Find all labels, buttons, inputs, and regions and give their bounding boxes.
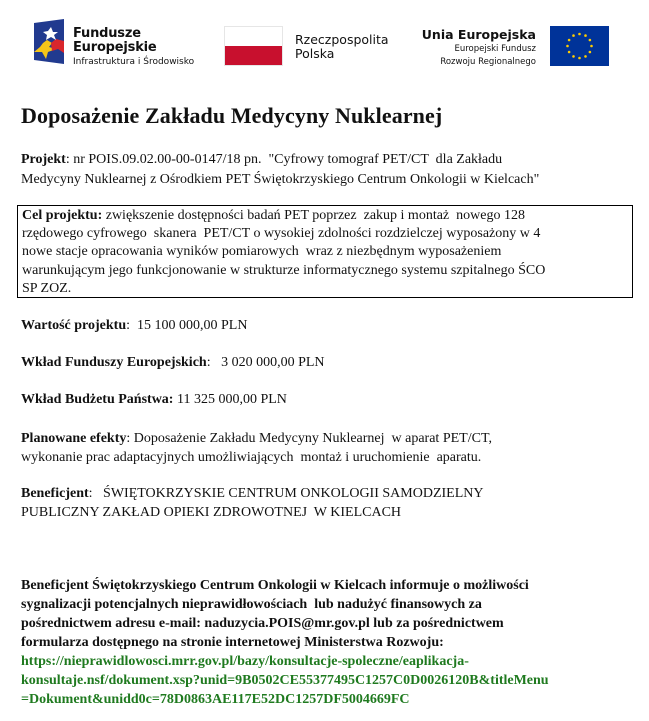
project-goal-box (17, 205, 633, 298)
beneficiary-label: Beneficjent (21, 486, 89, 501)
goal-line4: warunkującym jego funkcjonowanie w strukturze informatycznego systemu szpitalnego ŚCO (22, 262, 546, 278)
project-paragraph (21, 150, 641, 190)
project-text-line1: : nr POIS.09.02.00-00-0147/18 pn. "Cyfrowy tomograf PET/CT dla Zakładu (65, 152, 503, 167)
fe-line2: Europejskie (73, 40, 157, 55)
fundusze-europejskie-text (73, 27, 194, 68)
state-contribution-label: Wkład Budżetu Państwa: (21, 392, 174, 407)
beneficiary-line1: : ŚWIĘTOKRZYSKIE CENTRUM ONKOLOGII SAMODZIELNY (88, 486, 484, 501)
link-line1[interactable]: https://nieprawidlowosci.mrr.gov.pl/bazy/konsultacje-spoleczne/eaplikacja- (21, 654, 469, 669)
eu-contribution (21, 353, 641, 373)
state-contribution-text: 11 325 000,00 PLN (173, 392, 287, 407)
eu-star-icon (578, 33, 581, 36)
pl-line1: Rzeczpospolita (295, 32, 389, 47)
rzeczpospolita-polska-text (295, 33, 389, 61)
planned-effects (21, 429, 641, 467)
eu-star-icon (590, 45, 593, 48)
value-label: Wartość projektu (21, 318, 127, 333)
notice-line1: Beneficjent Świętokrzyskiego Centrum Onkologii w Kielcach informuje o możliwości (21, 578, 529, 593)
eu-star-icon (584, 55, 587, 58)
eu-star-icon (568, 51, 571, 54)
effects-label: Planowane efekty (21, 431, 127, 446)
goal-line5: SP ZOZ. (22, 280, 72, 296)
link-line2[interactable]: konsultaje.nsf/dokument.xsp?unid=9B0502CE55377495C1257C0D0026120B&titleMenu (21, 673, 549, 688)
goal-line3: nowe stacje opracowania wyników pomiarowych wraz z niezbędnym wyposażeniem (22, 244, 502, 260)
pl-line2: Polska (295, 46, 335, 61)
project-value (21, 316, 641, 336)
eu-star-icon (584, 34, 587, 37)
beneficiary-line2: PUBLICZNY ZAKŁAD OPIEKI ZDROWOTNEJ W KIELCACH (21, 505, 402, 520)
eu-star-icon (589, 39, 592, 42)
eu-contribution-text: : 3 020 000,00 PLN (206, 355, 325, 370)
project-label: Projekt (21, 152, 66, 167)
goal-line1: zwiększenie dostępności badań PET poprzez zakup i montaż nowego 128 (102, 208, 525, 223)
notice-line3: pośrednictwem adresu e-mail: naduzycia.POIS@mr.gov.pl lub za pośrednictwem (21, 616, 504, 631)
fundusze-europejskie-logo-icon (34, 19, 64, 64)
poland-flag-icon (224, 26, 283, 66)
beneficiary (21, 484, 641, 522)
effects-line2: wykonanie prac adaptacyjnych umożliwiających montaż i uruchomienie aparatu. (21, 450, 482, 465)
project-text-line2: Medycyny Nuklearnej z Ośrodkiem PET Świętokrzyskiego Centrum Onkologii w Kielcach" (21, 172, 540, 187)
fraud-notice (21, 576, 636, 709)
state-contribution (21, 390, 641, 410)
fe-line3: Infrastruktura i Środowisko (73, 57, 195, 67)
eu-star-icon (566, 45, 569, 48)
unia-europejska-text (422, 27, 536, 68)
eu-star-icon (589, 51, 592, 54)
notice-line2: sygnalizacji potencjalnych nieprawidłowościach lub nadużyć finansowych za (21, 597, 482, 612)
effects-line1: : Doposażenie Zakładu Medycyny Nuklearnej w aparat PET/CT, (126, 431, 492, 446)
eu-star-icon (572, 34, 575, 37)
eu-flag-icon (550, 26, 609, 66)
value-text: : 15 100 000,00 PLN (126, 318, 248, 333)
eu-line1: Unia Europejska (421, 27, 536, 42)
eu-contribution-label: Wkład Funduszy Europejskich (21, 355, 207, 370)
link-line3[interactable]: =Dokument&unidd0c=78D0863AE117E52DC1257DF5004669FC (21, 692, 410, 707)
eu-line3: Rozwoju Regionalnego (440, 57, 536, 67)
notice-line4: formularza dostępnego na stronie internetowej Ministerstwa Rozwoju: (21, 635, 444, 650)
eu-star-icon (568, 39, 571, 42)
logo-bar (0, 0, 649, 85)
eu-line2: Europejski Fundusz (454, 44, 536, 54)
page-title: Doposażenie Zakładu Medycyny Nuklearnej (21, 103, 443, 128)
report-form-link[interactable] (21, 652, 636, 709)
fe-line1: Fundusze (73, 26, 141, 41)
goal-label: Cel projektu: (22, 208, 103, 223)
eu-star-icon (572, 55, 575, 58)
eu-star-icon (578, 57, 581, 60)
goal-line2: rzędowego cyfrowego skanera PET/CT o wysokiej zdolności rozdzielczej wyposażony w 4 (22, 226, 541, 242)
